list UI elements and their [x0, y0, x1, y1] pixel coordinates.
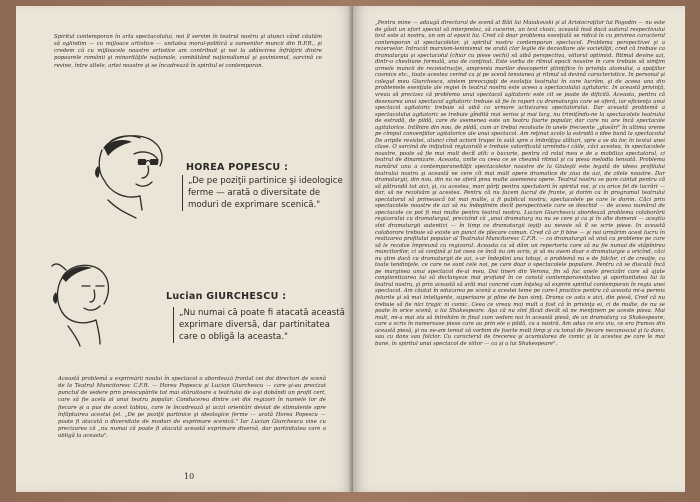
right-page: [353, 6, 685, 492]
portrait-sketch-lucian-giurchescu: [38, 256, 122, 348]
speaker-name-lucian-giurchescu: Lucian GIURCHESCU :: [166, 291, 287, 302]
bottom-paragraph: Această problemă a exprimării noului în spectacol o abordează frontal cei doi directori de scenă de la Teatrul Muncitoresc C.F.R. — Horea Popescu şi Lucian Giurchescu — care şi-au precizat punctul de vedere prin preocupările tot mai stăruitoare a teatrului de a-şi dobândi un profil cert, care să fie acela al unui teatru popular. Conducerea dintre cei doi regizori în numele lor de fiecare şi a pus de acest tablou, care le încadrează şi ucizi orientări deviat de stimulente spre înfăptuirea acestui ţel. „De pe poziţii partinice şi ideologice ferme — arată Horea Popescu — poate fi atacată o diversitate de moduri de exprimare scenică." Iar Lucian Giurchescu vine cu precizarea că „nu numai că poate fi atacată această exprimare diversă, dar partinitatea care o obligă la aceasta".: [58, 376, 326, 440]
speaker-name-horea-popescu: HOREA POPESCU :: [186, 162, 289, 173]
left-page: [16, 6, 353, 492]
portrait-sketch-horea-popescu: [84, 126, 182, 222]
quote-lucian-giurchescu: „Nu numai că poate fi atacată această exprimare diversă, dar partinitatea care o obligă la aceasta.": [173, 307, 349, 343]
right-page-text: „Pentru mine — adaugă directorul de scenă al Băii lui Maiakovski şi al Aristocraţilor lui Pogodin — nu este de găsit un efort special să interpretez, să cucerim, un text clasic, această însă dacă autorul respectivului text este al nostru, un om al epocii lui. Cred că doar problema esenţială se ridică în cu privirea caracterul contemporan al spectacolelor, şi spiritul nostru contemporan spectacol. Problema perspectivei şi a rezervelor. Intrucât marxism-leninismul ne arată clar legile de dezvoltare ale societăţii, cred că trebuie ca dramaturgia şi spectacolul (chiar cu piese vechi) să aibă perspectiva, viitorul optimist. Ritmul devine azi, dintr-o chestiune formală, una de conţinut. Este vorba de ritmul epocii noastre în care trebuie să simţim urmele muncii de reconstrucţie, amprenta marilor descoperiri ştiinţifice în privinţa atomului, a spaţiilor cosmice etc., toate acestea cerind ca şi pe scenă tensiunea şi ritmul să devină caracteristice. In personal şi colegul meu Giurchescu, sintem preocupaţi de evoluţia teatrului în care lucrăm, şi de aceea una din problemele esenţiale ale regiei în teatrul nostru este aceea a spectacolului agitatoric. In această privinţă, vreau să precizez că problema unui spectacol agitatoric este cit se poate de dificilă. Aceasta, pentru că desenarea unui spectacol agitatoric trebuie să fie în raport cu dramaturgia care se oferă, iar eficienţa unui spectacol agitatoric trebuie să aibă ca urmare activizarea spectatorului. Dar această problemă a spectacolului agitatoric se trebuie gîndită mai serios şi mai larg, nu trimiţîndu-ne la spectacolele teatrului de estradă, de pildă, care de asemenea este un teatru foarte popular, dar care nu are încă spectacole agitatorice. Intîlnim din nou, de pildă, cum ar trebui rezolvate în unele frecvente „glosări" în ultima vreme pe cîmpul convenţiilor agitatorice ale unui spectacol. Am reţinut acolo la estradă o idee bună la spectacolul De aripile revistei, atunci cînd actorii trupei în sală spre a îmbrăţişa alături, spre a se da loc în textul unei clase. O sarcină de iniţiativă regizorală e trebuie valorificată urmîndu-i căile, căci acestea, în spectacolele noastre, poate să fie mai mult decît atît: o bucurie, pentru că rolul meu e de a mobiliza spectatorul, ci teatrul de dinamizare. Aceasta, unite cu ceea ce se cheamă ritmul şi cu piesa melodia tensată. Problema numărul unu a contemporaneităţii spectacolelor noastre de la Giuleşti este legată de ideea profilului teatrului nostru şi această ne cere cît mai mult opere dramatice de ziua de azi, de zilele noastre. Dar dramaturgii, din nou, din nu ne oferă prea multe asemenea opere. Teatrul nostru se pare cantat pentru că să pătrundă tot aici, şi, cu acestea, mari părţi pentru spectatorii în spiritul noi, şi cu orice fel de lucrări — dar, să ne rezolvăm şi acestea. Pentru că nu facem lucrul de frunte, şi dorim ca în programul teatrului spectatorul să primească tot mai multe, a fi publicul nostru, spectacolele pe care le dorim. Căci prin spectacolele noastre de azi să nu îndeplinim decît perspectivele care se deschid — de aceea numărul de spectacole ce pot fi mai multe pentru teatrul nostru. Lucian Giurchescu abordează problema colaborării regizorului cu dramaturgul, precizînd că „unui dramaturg nu nu se cere şi ca şi în alte domenii — aceştia sînt dramaturgii autentici — în timp ce dramaturgii ieşiţi au nevoie să îl se scrie piese. In această colaborare trebuie să existe un punct de plecare comun. Cred că ar fi bine — şi noi urmărim acest lucru în realizarea profilului popular al Teatrului Muncitoresc C.F.R. — ca dramaturgii să vină cu probleme pe care să le rezolve împreună cu regizorul. Aceasta ca să dăm un repertoriu care să nu fie numai de stăpînirea muncitorilor, ci să conţină şi tot ceea ce încă nu am scris, şi să nu avem doar o dramaturgie a oricînd, căci nu ştim dacă cu dramaturgii de azi, s-ar îndeplini una totuşi, o problemă nu e de folclor, ci de creaţie, ca toate tendinţele, ce care ne sunt cele noi, pe care doar o spectacolele populare. Pentru că se discută încă pe marginea unui spectacol de-al meu, Doi tineri din Verona, fin să fac unele precizări care să ajute conştientizarea lui să declanşeze mai profund în ce constă contemporaneitatea şi oportunitatea lui la teatrul nostru, şi prin această să arăt mai concret cum înţeleg să exprim spiritul contemporan în regia unei spectacol. Am căutat în educarea pe scenă a acestei teme pe care-l practice pentru că aceasta mi-a permis felurite şi să mai inteligente, superioare şi pline de bun simţ. Drama ce asta e aici, din piesă, Cred că nu trebuie să fie nici tragic ni comic. Ceea ce vreau mai mult a fost că în privinţa ei, ci de multe, de nu se poate în orice scenă, a lui Shakespeare. Aşa că nu sînt făcut decât să ne menţinem pe aceste piesa. Mai mult, mi-a mai sta să întrebăm în final cum vedem noi în această piesă, de un dramaturg ca Shakespeare, care a scris în numeroase piese care au prin ele o pildă, ca a nostră. Am adus ce era viu, ce era frumos din această piesă, şi nu ne-am temut să vorbim de foarte mult timp şi cu tonul de fiecare necunoscut şi la dans, sau cu dans sau folclor. Cu caracterul de trecerea şi acumularea de comic şi la acestea pe care le mai bune, în spiritul unui spectacol de viitor — ca şi a lui Shakespeare".: [375, 20, 665, 347]
intro-paragraph: Spiritul contemporan în arta spectacolului, noi îl servim în teatrul nostru şi atunci când căutăm să oglindim — cu mijloace artistice — unitatea moral-politică a oamenilor muncii din R.P.R., şi credem că cu mijloacele noastre artistice am contribuit şi noi la adâncirea înfrăţirii dintre popoarele românii şi minorităţile naţionale, combătând naţionalismul şi şovinismul, sarcină ce revine, între altele, artei noastre şi se încadrează în spiritul ei contemporan.: [54, 34, 322, 69]
quote-horea-popescu: „De pe poziţii partinice şi ideologice ferme — arată o diversitate de moduri de exprimare scenică.": [182, 175, 348, 211]
page-number: 10: [184, 472, 195, 481]
